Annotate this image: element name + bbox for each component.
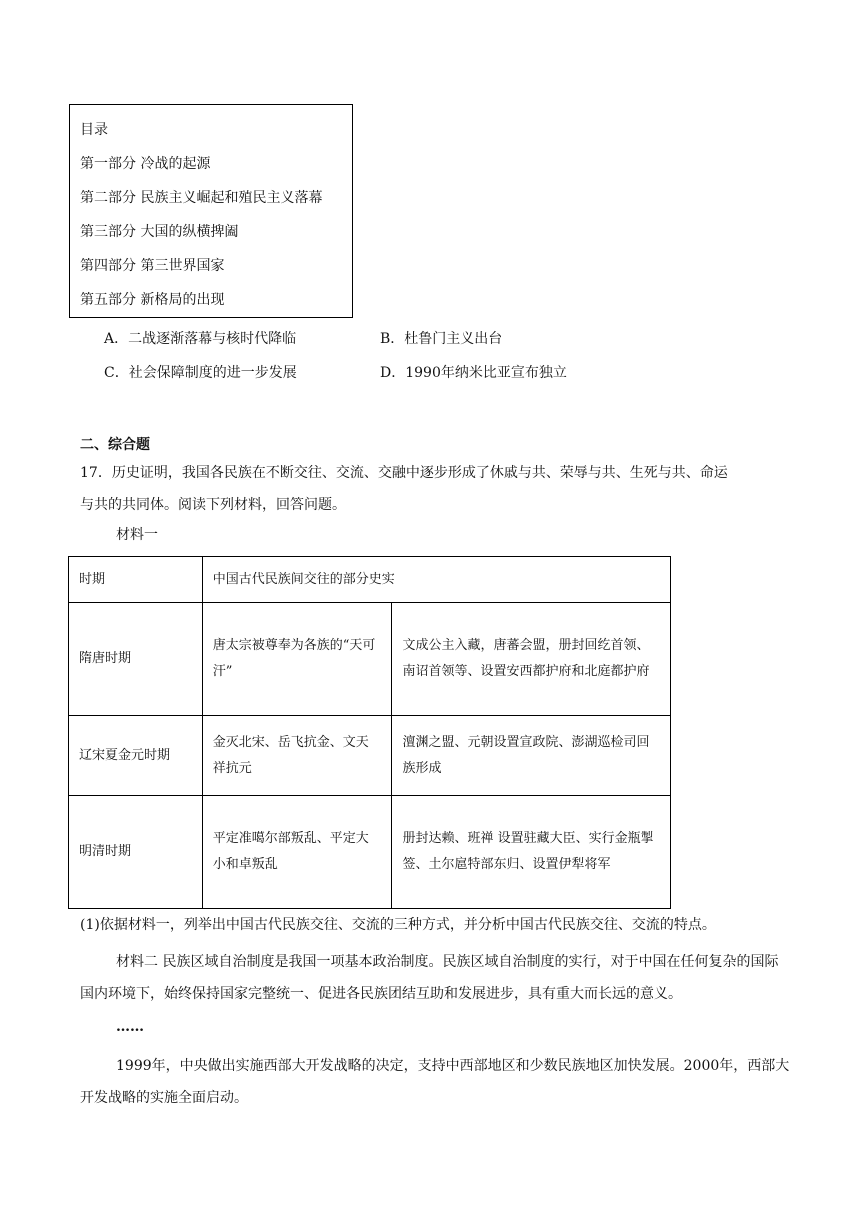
option-a[interactable]: A．二战逐渐落幕与核时代降临 [104, 331, 297, 347]
fact-cell: 文成公主入藏，唐蕃会盟，册封回纥首领、南诏首领等、设置安西都护府和北庭都护府 [392, 603, 671, 716]
toc-title: 目录 [80, 122, 108, 138]
fact-cell: 平定准噶尔部叛乱、平定大小和卓叛乱 [202, 796, 392, 909]
table-row [69, 603, 671, 716]
toc-item: 第五部分 新格局的出现 [80, 292, 225, 308]
section-title: 二、综合题 [80, 437, 150, 453]
table-row [69, 796, 671, 909]
period-cell: 明清时期 [69, 796, 203, 909]
toc-item: 第一部分 冷战的起源 [80, 156, 211, 172]
material-2-paragraph-2: 1999年，中央做出实施西部大开发战略的决定，支持中西部地区和少数民族地区加快发展。2000年，西部大开发战略的实施全面启动。 [80, 1058, 790, 1106]
toc-box [69, 104, 353, 318]
question-17-stem: 17．历史证明，我国各民族在不断交往、交流、交融中逐步形成了休戚与共、荣辱与共、生死与共、命运 [80, 465, 728, 481]
option-c[interactable]: C．社会保障制度的进一步发展 [104, 365, 297, 381]
option-d[interactable]: D．1990年纳米比亚宣布独立 [380, 365, 567, 381]
question-17-stem: 与共的共同体。阅读下列材料，回答问题。 [80, 497, 346, 513]
toc-item: 第三部分 大国的纵横捭阖 [80, 224, 239, 240]
option-b[interactable]: B．杜鲁门主义出台 [380, 331, 503, 347]
period-cell: 辽宋夏金元时期 [69, 716, 203, 796]
question-17-1: (1)依据材料一，列举出中国古代民族交往、交流的三种方式，并分析中国古代民族交往、交流的特点。 [80, 917, 716, 933]
material-2-paragraph: 材料二 民族区域自治制度是我国一项基本政治制度。民族区域自治制度的实行，对于中国在任何复杂的国际国内环境下，始终保持国家完整统一、促进各民族团结互助和发展进步，具有重大而长远的意义。 [80, 954, 779, 1002]
header-period: 时期 [69, 557, 203, 603]
ellipsis: …… [116, 1019, 144, 1035]
history-table [68, 556, 671, 909]
fact-cell: 金灭北宋、岳飞抗金、文天祥抗元 [202, 716, 392, 796]
material-1-label: 材料一 [116, 527, 158, 543]
fact-cell: 册封达赖、班禅 设置驻藏大臣、实行金瓶掣签、土尔扈特部东归、设置伊犁将军 [392, 796, 671, 909]
period-cell: 隋唐时期 [69, 603, 203, 716]
toc-item: 第四部分 第三世界国家 [80, 258, 225, 274]
table-row [69, 716, 671, 796]
toc-item: 第二部分 民族主义崛起和殖民主义落幕 [80, 190, 323, 206]
fact-cell: 唐太宗被尊奉为各族的“天可汗” [202, 603, 392, 716]
fact-cell: 澶渊之盟、元朝设置宣政院、澎湖巡检司回族形成 [392, 716, 671, 796]
table-header-row [69, 557, 671, 603]
header-facts: 中国古代民族间交往的部分史实 [202, 557, 670, 603]
